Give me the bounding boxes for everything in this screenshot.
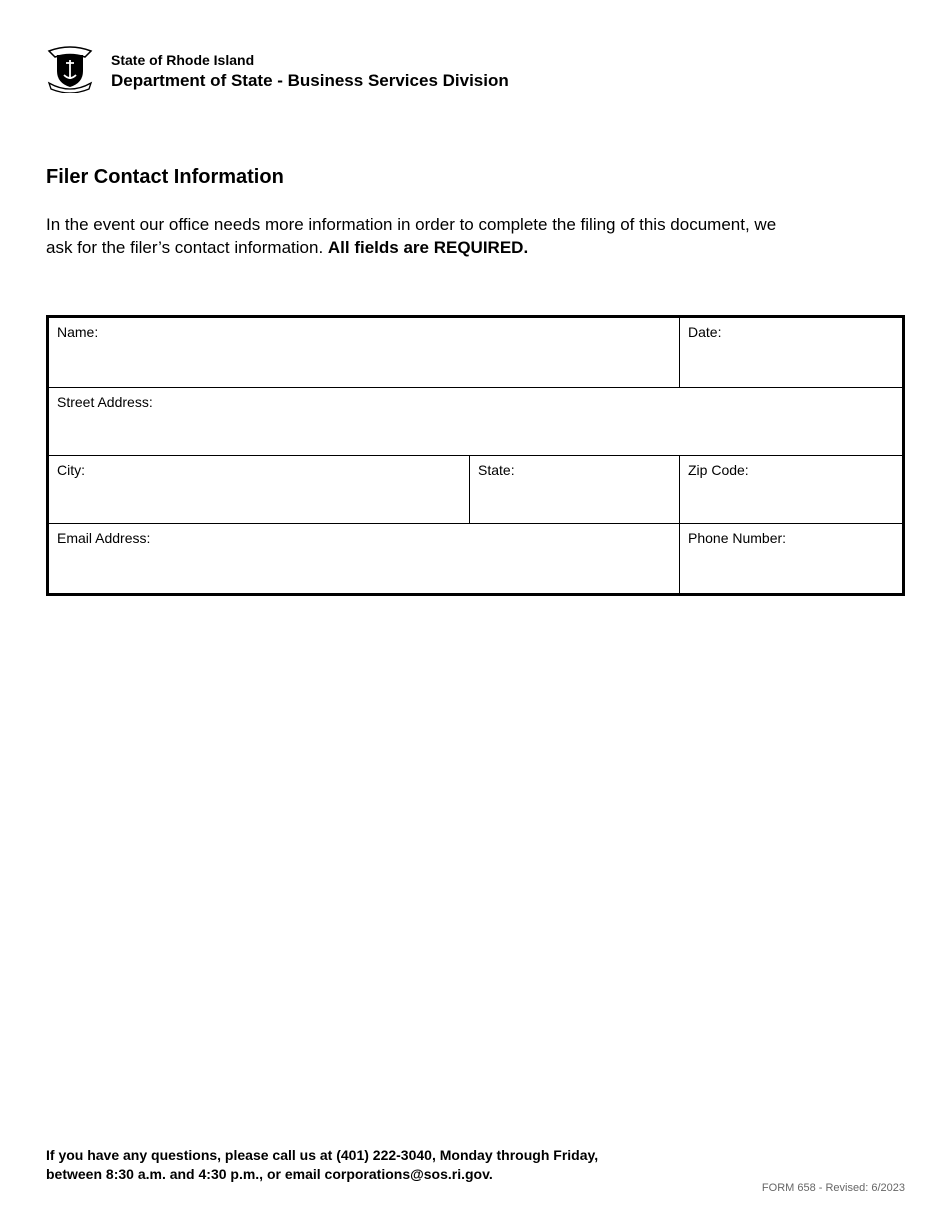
form-number: FORM 658 - Revised: 6/2023 <box>761 1182 905 1194</box>
street-label: Street Address: <box>57 394 153 410</box>
city-label: City: <box>57 462 85 478</box>
name-field[interactable] <box>49 318 680 388</box>
intro-text <box>46 213 806 259</box>
email-label: Email Address: <box>57 530 151 546</box>
zip-label: Zip Code: <box>688 462 749 478</box>
footer-line-1: If you have any questions, please call us at (401) 222-3040, Monday through Friday, <box>46 1147 599 1163</box>
footer-line-2: between 8:30 a.m. and 4:30 p.m., or email corporations@sos.ri.gov. <box>46 1166 493 1182</box>
contact-form <box>46 315 905 595</box>
zip-code-field[interactable] <box>680 456 902 524</box>
street-address-field[interactable] <box>49 388 902 456</box>
intro-body: In the event our office needs more information in order to complete the filing of this document, we ask for the filer’s contact information. <box>46 215 777 257</box>
department-name: Department of State - Business Services Division <box>111 71 509 90</box>
form-bottom-border <box>46 593 905 596</box>
city-field[interactable] <box>49 456 470 524</box>
state-seal-icon <box>45 43 95 93</box>
phone-field[interactable] <box>680 524 902 593</box>
page-title: Filer Contact Information <box>46 166 284 188</box>
state-field[interactable] <box>470 456 680 524</box>
state-name: State of Rhode Island <box>111 52 255 68</box>
state-label: State: <box>478 462 515 478</box>
date-field[interactable] <box>680 318 902 388</box>
name-label: Name: <box>57 324 99 340</box>
date-label: Date: <box>688 324 722 340</box>
contact-footer <box>46 1146 598 1184</box>
phone-label: Phone Number: <box>688 530 787 546</box>
required-note: All fields are REQUIRED. <box>327 238 529 257</box>
email-field[interactable] <box>49 524 680 593</box>
